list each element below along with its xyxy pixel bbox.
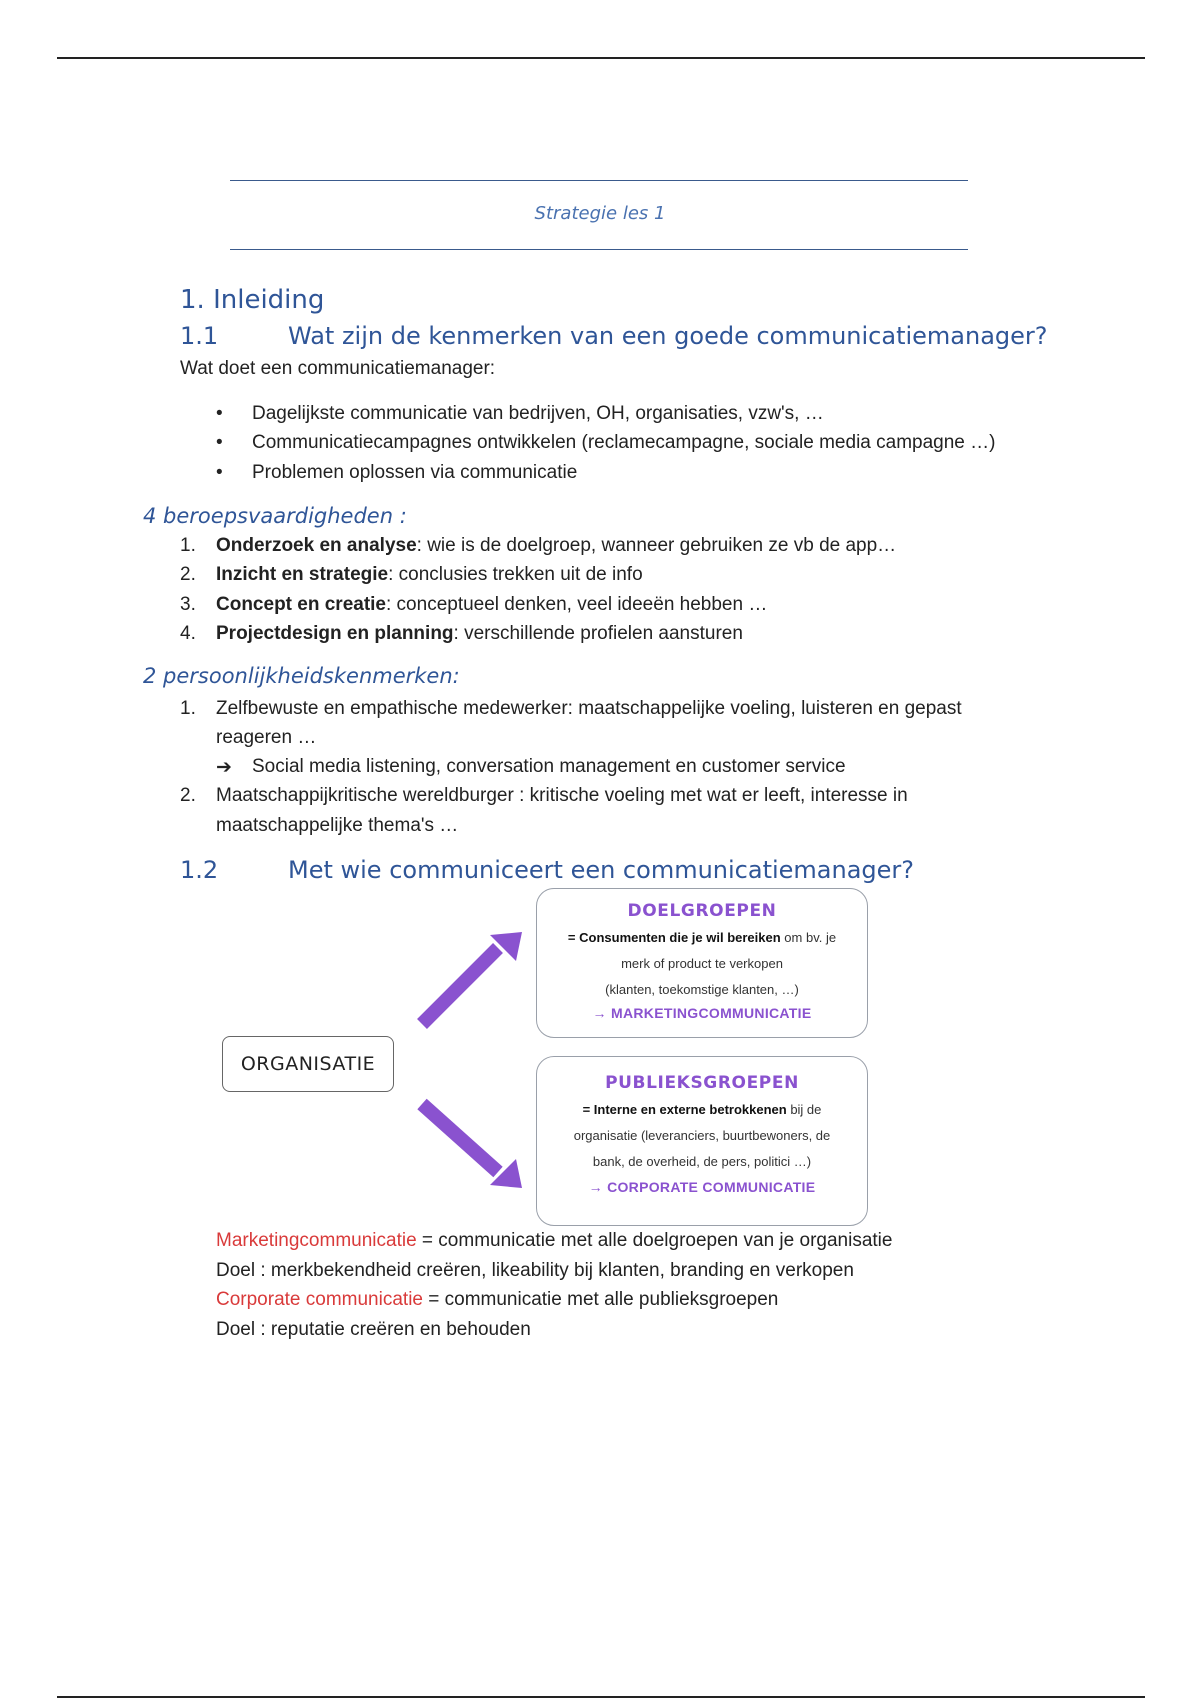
list-item — [216, 623, 743, 645]
skill-term: Inzicht en strategie — [216, 564, 389, 585]
list-number: 2. — [180, 564, 196, 585]
subsection-number: 1.1 — [180, 322, 219, 350]
traits-heading: 2 persoonlijkheidskenmerken: — [143, 664, 460, 688]
arrow-up-shaft — [422, 948, 498, 1024]
publieksgroepen-definition — [537, 1097, 867, 1123]
skill-description: : wie is de doelgroep, wanneer gebruiken ze vb de app… — [416, 535, 897, 556]
publieksgroepen-line3: bank, de overheid, de pers, politici …) — [592, 1154, 812, 1169]
corporate-term: Corporate communicatie — [216, 1289, 423, 1310]
header-rule-top — [230, 180, 968, 181]
document-title: Strategie les 1 — [534, 203, 666, 224]
arrow-up-head — [490, 932, 522, 961]
publieksgroepen-footer: → CORPORATE COMMUNICATIE — [588, 1179, 816, 1195]
list-item: Problemen oplossen via communicatie — [252, 462, 578, 483]
doelgroepen-definition — [537, 925, 867, 951]
publieksgroepen-definition-rest: bij de — [786, 1102, 822, 1117]
publieksgroepen-definition-bold: = Interne en externe betrokkenen — [582, 1102, 787, 1117]
doelgroepen-line2: merk of product te verkopen — [621, 956, 783, 971]
marketing-term: Marketingcommunicatie — [216, 1230, 417, 1251]
corporate-definition — [216, 1289, 778, 1311]
intro-text: Wat doet een communicatiemanager: — [180, 358, 496, 379]
list-number: 1. — [180, 698, 196, 719]
skill-term: Projectdesign en planning — [216, 623, 454, 644]
skill-term: Concept en creatie — [216, 594, 386, 615]
list-number: 4. — [180, 623, 196, 644]
subsection-heading-1-1 — [180, 322, 1048, 350]
marketing-def-text: = communicatie met alle doelgroepen van je organisatie — [416, 1230, 893, 1251]
skill-description: : verschillende profielen aansturen — [453, 623, 743, 644]
skill-description: : conceptueel denken, veel ideeën hebben … — [386, 594, 768, 615]
skill-term: Onderzoek en analyse — [216, 535, 417, 556]
arrow-down-shaft — [422, 1104, 498, 1172]
publieksgroepen-card — [536, 1056, 868, 1226]
list-number: 3. — [180, 594, 196, 615]
list-item — [216, 594, 767, 616]
doelgroepen-definition-rest: om bv. je — [780, 930, 837, 945]
list-number: 1. — [180, 535, 196, 556]
organisation-label: ORGANISATIE — [240, 1053, 376, 1075]
marketing-definition — [216, 1230, 892, 1252]
list-item-continuation: maatschappelijke thema's … — [216, 815, 459, 836]
list-item: Dagelijkste communicatie van bedrijven, OH, organisaties, vzw's, … — [252, 403, 824, 424]
bullet-dot: • — [216, 403, 223, 424]
list-item: Zelfbewuste en empathische medewerker: maatschappelijke voeling, luisteren en gepast — [216, 698, 962, 719]
list-item — [216, 564, 643, 586]
list-item — [216, 535, 896, 557]
section-heading-inleiding: 1. Inleiding — [180, 285, 325, 315]
header-rule-bottom — [230, 249, 968, 250]
list-item: Maatschappijkritische wereldburger : kritische voeling met wat er leeft, interesse in — [216, 785, 908, 806]
subsection-heading-1-2 — [180, 856, 914, 884]
arrow-item: Social media listening, conversation management en customer service — [252, 756, 846, 777]
doelgroepen-line3: (klanten, toekomstige klanten, …) — [605, 982, 799, 997]
marketing-goal: Doel : merkbekendheid creëren, likeability bij klanten, branding en verkopen — [216, 1260, 854, 1281]
doelgroepen-card — [536, 888, 868, 1038]
doelgroepen-definition-bold: = Consumenten die je wil bereiken — [567, 930, 781, 945]
subsection-number: 1.2 — [180, 856, 219, 884]
skill-description: : conclusies trekken uit de info — [388, 564, 643, 585]
list-item: Communicatiecampagnes ontwikkelen (reclamecampagne, sociale media campagne …) — [252, 432, 996, 453]
bullet-dot: • — [216, 462, 223, 483]
list-number: 2. — [180, 785, 196, 806]
bullet-dot: • — [216, 432, 223, 453]
doelgroepen-footer: → MARKETINGCOMMUNICATIE — [592, 1005, 812, 1021]
page-top-rule — [57, 57, 1145, 59]
organisation-box — [222, 1036, 394, 1092]
list-item-continuation: reageren … — [216, 727, 317, 748]
arrow-icon: ➔ — [216, 757, 232, 778]
doelgroepen-title: DOELGROEPEN — [627, 901, 777, 921]
arrow-down-head — [490, 1159, 522, 1188]
subsection-title: Wat zijn de kenmerken van een goede communicatiemanager? — [288, 322, 1048, 350]
publieksgroepen-line2: organisatie (leveranciers, buurtbewoners, de — [573, 1128, 831, 1143]
publieksgroepen-title: PUBLIEKSGROEPEN — [605, 1073, 799, 1093]
skills-heading: 4 beroepsvaardigheden : — [143, 504, 407, 528]
corporate-def-text: = communicatie met alle publieksgroepen — [422, 1289, 779, 1310]
page-bottom-rule — [57, 1696, 1145, 1698]
subsection-title: Met wie communiceert een communicatiemanager? — [288, 856, 915, 884]
corporate-goal: Doel : reputatie creëren en behouden — [216, 1319, 531, 1340]
